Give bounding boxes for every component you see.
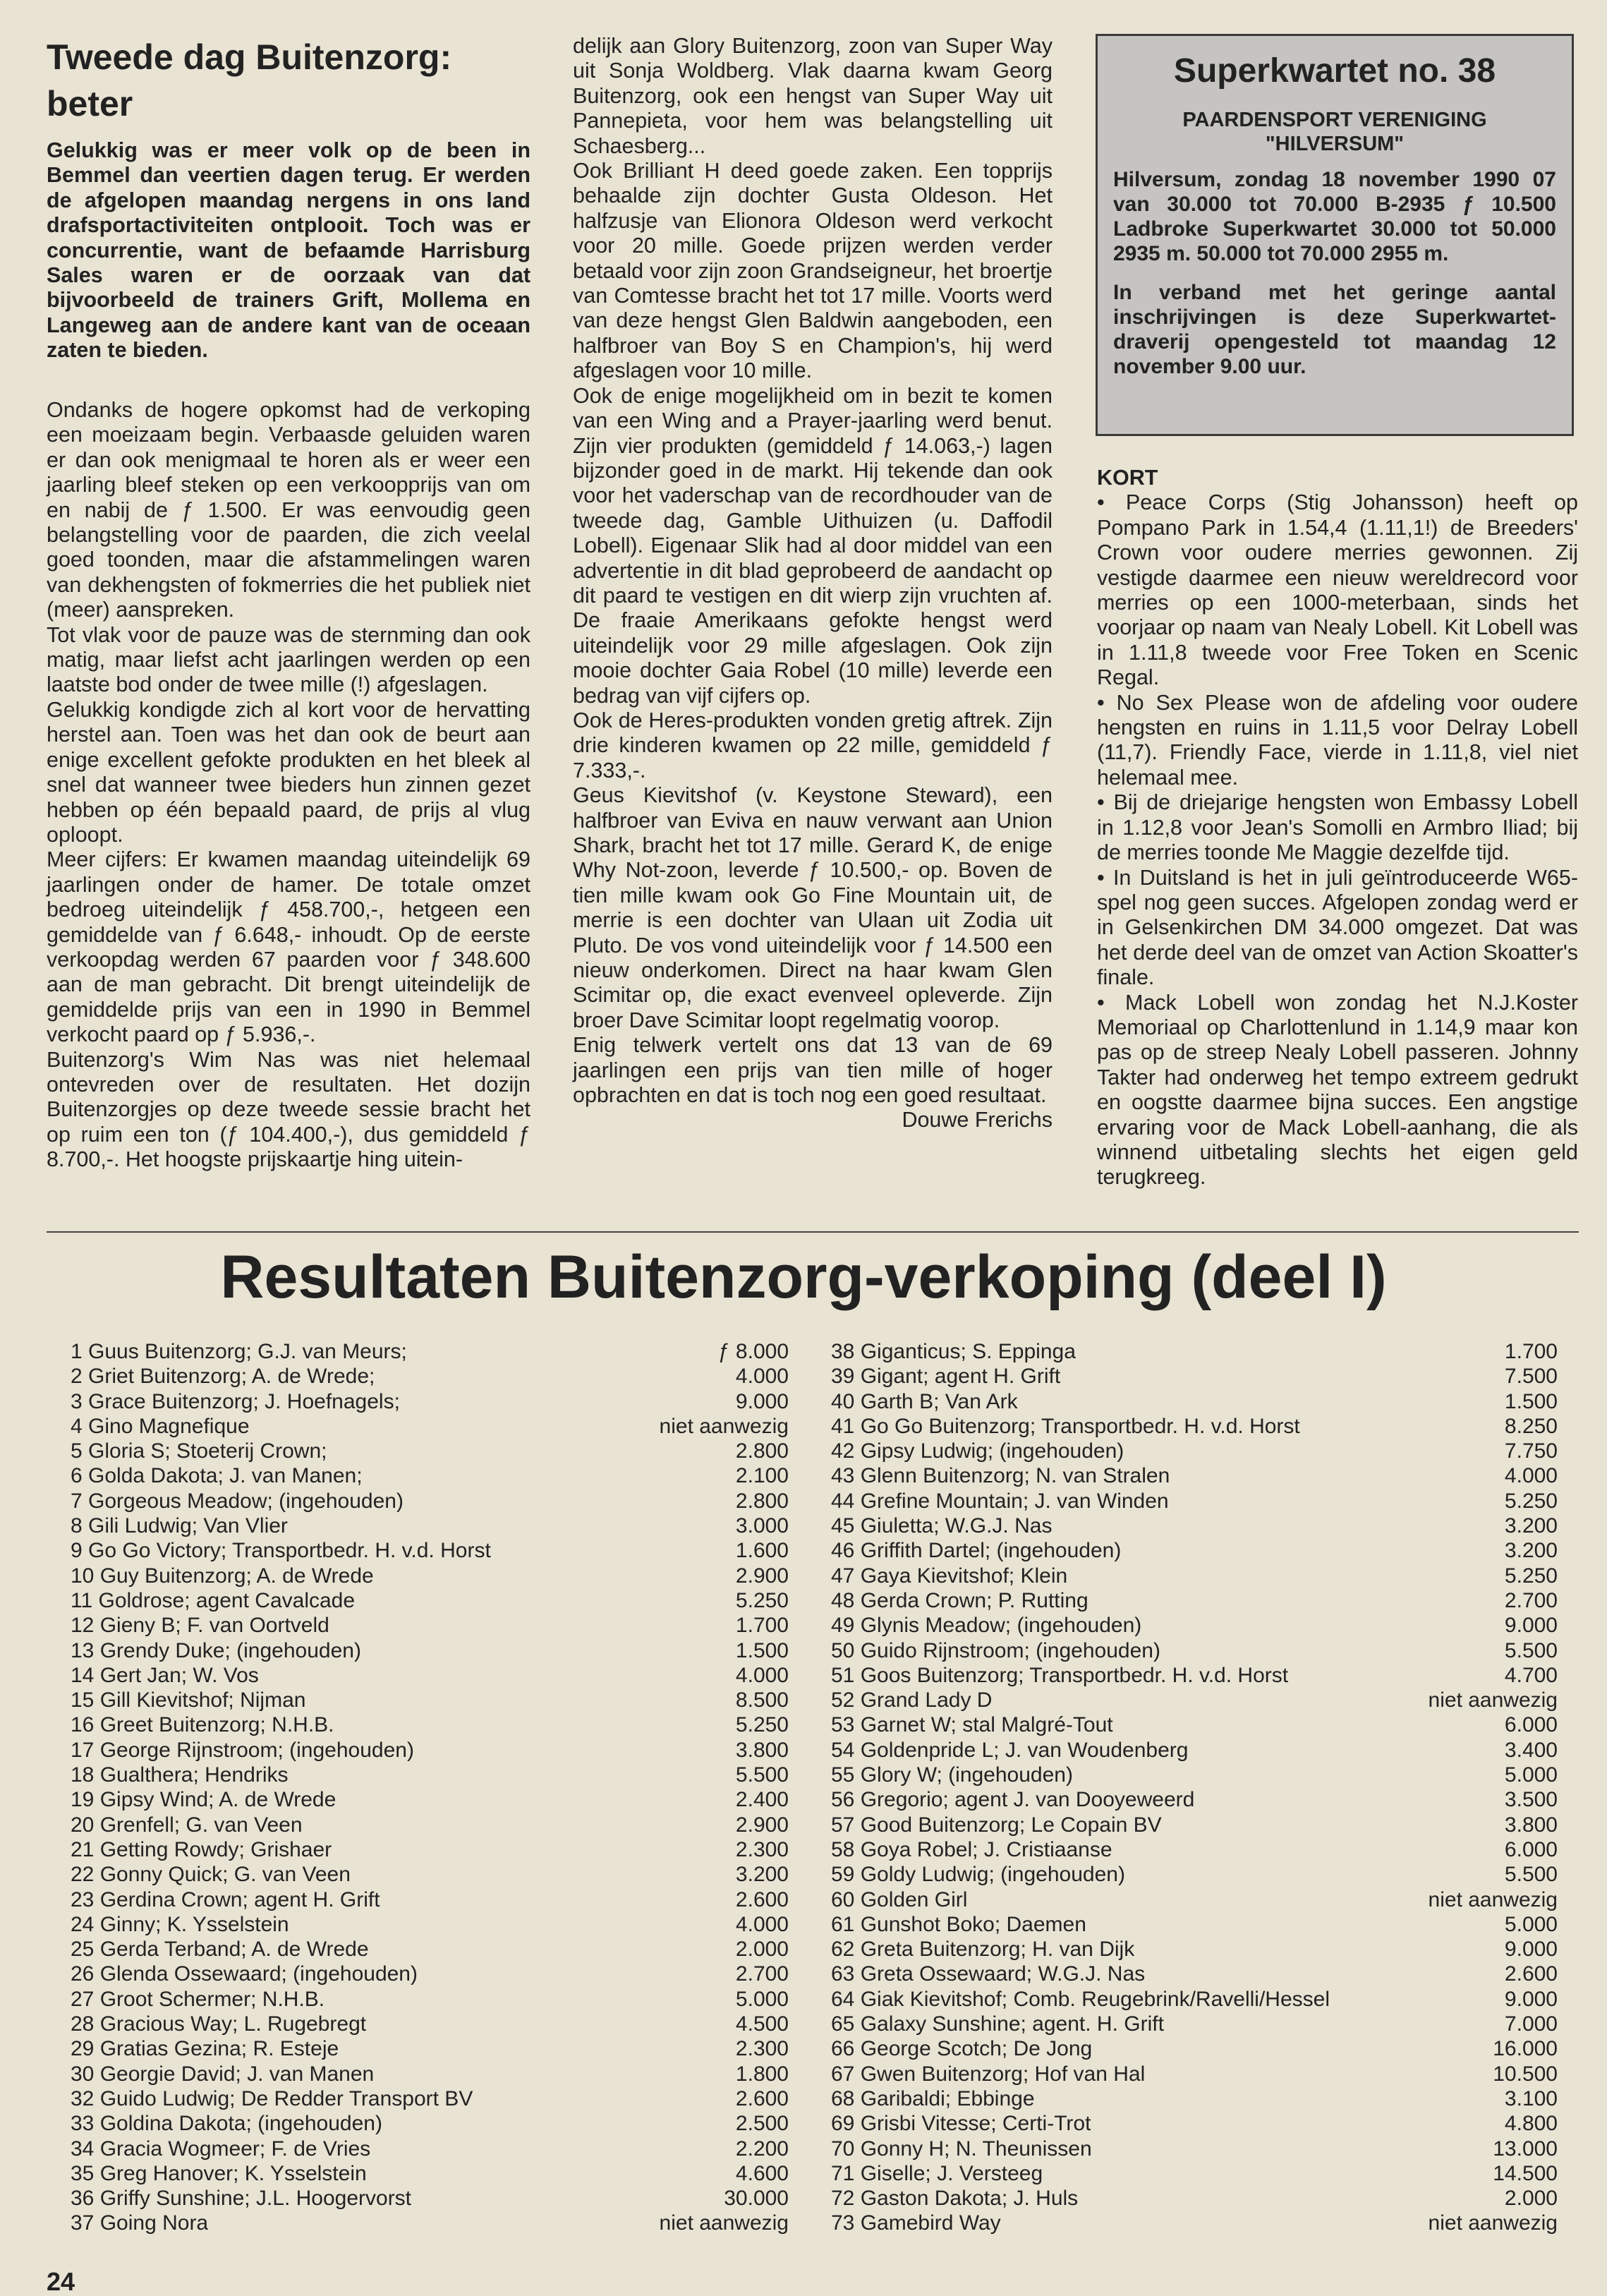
article-paragraph: Ook Brilliant H deed goede zaken. Een topprijs behaalde zijn dochter Gusta Oldeson. Het halfzusje van Elionora Oldeson werd verkocht voor 20 mille. Goede prijzen werden verder betaald voor zijn zoon Grandseigneur, het broertje van Comtesse bracht het tot 17 mille. Voorts werd van deze hengst Glen Baldwin aangeboden, een halfbroer van Boy S en Champion's, hij werd afgeslagen voor 10 mille. [573, 159, 1053, 383]
superkwartet-box [1096, 34, 1574, 436]
kort-heading: KORT [1097, 466, 1158, 490]
result-row [831, 1339, 1558, 1364]
result-row [831, 1588, 1558, 1613]
result-price: niet aanwezig [659, 1414, 789, 1438]
result-price: 7.000 [1504, 2012, 1558, 2036]
result-row [831, 2086, 1558, 2111]
result-entry: 56 Gregorio; agent J. van Dooyeweerd [831, 1788, 1195, 1812]
result-price: 5.000 [1504, 1912, 1558, 1936]
result-row [71, 1638, 789, 1663]
result-row [71, 1887, 789, 1912]
result-row [831, 1912, 1558, 1937]
result-row [831, 2186, 1558, 2211]
article-paragraph: Tot vlak voor de pauze was de sternming dan ook matig, maar liefst acht jaarlingen werden op een laatste bod onder de twee mille (!) afgeslagen. [47, 622, 530, 697]
result-entry: 62 Greta Buitenzorg; H. van Dijk [831, 1938, 1135, 1962]
result-price: 5.250 [735, 1588, 789, 1612]
result-entry: 52 Grand Lady D [831, 1688, 993, 1712]
result-row [71, 1613, 789, 1638]
result-entry: 68 Garibaldi; Ebbinge [831, 2086, 1035, 2110]
result-price: 2.200 [735, 2137, 789, 2161]
result-row [831, 1389, 1558, 1414]
result-entry: 67 Gwen Buitenzorg; Hof van Hal [831, 2062, 1146, 2086]
result-entry: 13 Grendy Duke; (ingehouden) [71, 1638, 361, 1662]
kort-item: • No Sex Please won de afdeling voor oudere hengsten en ruins in 1.11,5 voor Delray Lobell (11,7). Friendly Face, vierde in 1.11,8, viel niet helemaal mee. [1097, 690, 1578, 790]
result-row [71, 2137, 789, 2161]
result-price: 2.300 [735, 2037, 789, 2061]
result-price: 7.750 [1504, 1439, 1558, 1463]
result-entry: 26 Glenda Ossewaard; (ingehouden) [71, 1962, 418, 1986]
result-row [71, 1414, 789, 1439]
result-price: 14.500 [1493, 2161, 1558, 2185]
result-price: 4.000 [1504, 1464, 1558, 1488]
result-row [831, 2211, 1558, 2235]
result-row [831, 1538, 1558, 1563]
result-row [831, 1813, 1558, 1837]
result-entry: 54 Goldenpride L; J. van Woudenberg [831, 1738, 1189, 1762]
result-price: 7.500 [1504, 1365, 1558, 1389]
result-price: 8.250 [1504, 1414, 1558, 1438]
result-row [71, 1912, 789, 1937]
result-price: 4.000 [735, 1663, 789, 1687]
article-headline: Tweede dag Buitenzorg: beter [47, 37, 452, 123]
result-entry: 11 Goldrose; agent Cavalcade [71, 1588, 356, 1612]
result-price: 6.000 [1504, 1837, 1558, 1861]
result-price: 3.200 [735, 1863, 789, 1887]
result-entry: 58 Goya Robel; J. Cristiaanse [831, 1837, 1112, 1861]
result-row [831, 1937, 1558, 1962]
result-entry: 69 Grisbi Vitesse; Certi-Trot [831, 2112, 1091, 2136]
result-price: 2.600 [1504, 1962, 1558, 1986]
result-entry: 70 Gonny H; N. Theunissen [831, 2137, 1092, 2161]
result-row [71, 1962, 789, 1986]
result-price: 4.000 [735, 1365, 789, 1389]
result-row [831, 1439, 1558, 1463]
result-price: 2.500 [735, 2112, 789, 2136]
kort-item: • Bij de driejarige hengsten won Embassy Lobell in 1.12,8 voor Jean's Somolli en Armbro Iliad; bij de merries toonde Me Maggie dezelfde tijd. [1097, 790, 1578, 865]
result-row [71, 1987, 789, 2012]
result-entry: 35 Greg Hanover; K. Ysselstein [71, 2161, 367, 2185]
result-price: 30.000 [724, 2187, 789, 2211]
superkwartet-details: Hilversum, zondag 18 november 1990 07 van 30.000 tot 70.000 B-2935 ƒ 10.500 Ladbroke Superkwartet 30.000 tot 50.000 2935 m. 50.000 tot 70.000 2955 m. [1113, 168, 1556, 265]
result-price: 4.500 [735, 2012, 789, 2036]
result-price: 3.800 [735, 1738, 789, 1762]
result-row [71, 2186, 789, 2211]
result-entry: 66 George Scotch; De Jong [831, 2037, 1093, 2061]
result-entry: 4 Gino Magnefique [71, 1414, 250, 1438]
article-author: Douwe Frerichs [902, 1108, 1053, 1132]
result-row [831, 1987, 1558, 2012]
result-price: 5.250 [1504, 1489, 1558, 1513]
result-price: ƒ 8.000 [717, 1340, 789, 1363]
result-row [71, 2036, 789, 2061]
result-price: niet aanwezig [1428, 1688, 1558, 1712]
result-price: 1.700 [1504, 1340, 1558, 1363]
result-entry: 27 Groot Schermer; N.H.B. [71, 1987, 325, 2011]
kort-column [1097, 466, 1578, 1190]
result-price: 3.000 [735, 1514, 789, 1538]
result-price: 2.000 [1504, 2187, 1558, 2211]
result-entry: 38 Giganticus; S. Eppinga [831, 1340, 1076, 1363]
result-price: 3.200 [1504, 1514, 1558, 1538]
result-row [71, 2111, 789, 2136]
result-entry: 44 Grefine Mountain; J. van Winden [831, 1489, 1169, 1513]
result-price: 2.800 [735, 1489, 789, 1513]
result-price: 2.800 [735, 1439, 789, 1463]
result-price: 9.000 [1504, 1614, 1558, 1638]
result-price: 5.250 [735, 1713, 789, 1737]
results-list-left [71, 1339, 789, 2236]
result-row [71, 1339, 789, 1364]
result-entry: 63 Greta Ossewaard; W.G.J. Nas [831, 1962, 1146, 1986]
result-price: 8.500 [735, 1688, 789, 1712]
result-row [831, 1887, 1558, 1912]
result-row [831, 1489, 1558, 1513]
article-paragraph: Meer cijfers: Er kwamen maandag uiteindelijk 69 jaarlingen onder de hamer. De totale omzet bedroeg uiteindelijk ƒ 458.700,-, hetgeen een gemiddelde van ƒ 6.648,- inhoudt. Op de eerste verkoopdag werden 67 paarden voor ƒ 348.600 aan de man gebracht. Dit brengt uiteindelijk de gemiddelde prijs van een in 1990 in Bemmel verkocht paard op ƒ 5.936,-. [47, 847, 530, 1047]
result-row [831, 2036, 1558, 2061]
result-price: 6.000 [1504, 1713, 1558, 1737]
result-entry: 5 Gloria S; Stoeterij Crown; [71, 1439, 327, 1463]
result-price: 4.800 [1504, 2112, 1558, 2136]
result-entry: 20 Grenfell; G. van Veen [71, 1813, 303, 1837]
result-row [71, 1937, 789, 1962]
result-row [71, 1813, 789, 1837]
article-paragraph: Geus Kievitshof (v. Keystone Steward), een halfbroer van Eviva en nauw verwant aan Union Shark, bracht het tot 17 mille. Gerard K, de enige Why Not-zoon, leverde ƒ 10.500,- op. Boven de tien mille kwam ook Go Fine Mountain uit, de merrie is een dochter van Ulaan uit Zodia uit Pluto. De vos vond uiteindelijk voor ƒ 14.500 een nieuw onderkomen. Direct na haar kwam Glen Scimitar op, die exact evenveel opleverde. Zijn broer Dave Scimitar loopt regelmatig voorop. [573, 783, 1053, 1032]
result-row [831, 1663, 1558, 1688]
result-entry: 49 Glynis Meadow; (ingehouden) [831, 1614, 1142, 1638]
superkwartet-organizer [1113, 108, 1556, 156]
result-entry: 64 Giak Kievitshof; Comb. Reugebrink/Ravelli/Hessel [831, 1987, 1330, 2011]
result-entry: 72 Gaston Dakota; J. Huls [831, 2187, 1079, 2211]
result-entry: 45 Giuletta; W.G.J. Nas [831, 1514, 1053, 1538]
result-entry: 57 Good Buitenzorg; Le Copain BV [831, 1813, 1162, 1837]
result-row [831, 2062, 1558, 2086]
result-row [71, 1364, 789, 1389]
superkwartet-note: In verband met het geringe aantal inschrijvingen is deze Superkwartet-draverij opengesteld tot maandag 12 november 9.00 uur. [1113, 281, 1556, 378]
result-entry: 32 Guido Ludwig; De Redder Transport BV [71, 2086, 473, 2110]
result-row [71, 2062, 789, 2086]
result-price: 16.000 [1493, 2037, 1558, 2061]
result-price: 1.500 [735, 1638, 789, 1662]
superkwartet-org-line-1: PAARDENSPORT VERENIGING [1182, 109, 1487, 131]
result-row [71, 1763, 789, 1787]
article-paragraph: Buitenzorg's Wim Nas was niet helemaal ontevreden over de resultaten. Het dozijn Buitenzorgjes op deze tweede sessie bracht het op ruim een ton (ƒ 104.400,-), dus gemiddeld ƒ 8.700,-. Het hoogste prijskaartje hing uitein- [47, 1047, 530, 1172]
result-entry: 34 Gracia Wogmeer; F. de Vries [71, 2137, 371, 2161]
result-row [71, 1738, 789, 1763]
result-entry: 21 Getting Rowdy; Grishaer [71, 1837, 332, 1861]
result-price: 2.000 [735, 1938, 789, 1962]
result-price: 3.200 [1504, 1539, 1558, 1563]
result-row [831, 2137, 1558, 2161]
result-entry: 42 Gipsy Ludwig; (ingehouden) [831, 1439, 1124, 1463]
result-entry: 47 Gaya Kievitshof; Klein [831, 1564, 1068, 1588]
result-entry: 39 Gigant; agent H. Grift [831, 1365, 1061, 1389]
section-divider [47, 1231, 1579, 1233]
result-entry: 15 Gill Kievitshof; Nijman [71, 1688, 306, 1712]
result-price: 2.600 [735, 1887, 789, 1911]
result-price: niet aanwezig [659, 2211, 789, 2235]
result-row [831, 1688, 1558, 1712]
result-price: 3.100 [1504, 2086, 1558, 2110]
article-paragraph: Ondanks de hogere opkomst had de verkoping een moeizaam begin. Verbaasde geluiden waren er dan ook menigmaal te horen als er weer een jaarling bleef steken op een verkoopprijs van om en nabij de ƒ 1.500. Er was eenvoudig geen belangstelling voor de paarden, die zich veelal goed toonden, maar die afstammelingen waren van dekhengsten of fokmerries die het publiek niet (meer) aanspreken. [47, 398, 530, 622]
result-entry: 7 Gorgeous Meadow; (ingehouden) [71, 1489, 404, 1513]
result-entry: 25 Gerda Terband; A. de Wrede [71, 1938, 369, 1962]
superkwartet-org-line-2: "HILVERSUM" [1265, 133, 1405, 155]
result-entry: 53 Garnet W; stal Malgré-Tout [831, 1713, 1113, 1737]
result-row [71, 1837, 789, 1862]
article-paragraph: Ook de Heres-produkten vonden gretig aftrek. Zijn drie kinderen kwamen op 22 mille, gemiddeld ƒ 7.333,-. [573, 708, 1053, 783]
result-price: 1.700 [735, 1614, 789, 1638]
result-price: 2.300 [735, 1837, 789, 1861]
result-entry: 3 Grace Buitenzorg; J. Hoefnagels; [71, 1389, 400, 1413]
result-price: 1.500 [1504, 1389, 1558, 1413]
result-row [831, 2161, 1558, 2186]
result-price: 9.000 [1504, 1987, 1558, 2011]
result-price: 1.600 [735, 1539, 789, 1563]
result-row [831, 1962, 1558, 1986]
result-price: 2.700 [735, 1962, 789, 1986]
result-row [71, 1439, 789, 1463]
result-entry: 30 Georgie David; J. van Manen [71, 2062, 375, 2086]
result-price: 2.900 [735, 1813, 789, 1837]
result-row [71, 1862, 789, 1887]
result-entry: 60 Golden Girl [831, 1887, 968, 1911]
result-price: 5.500 [735, 1763, 789, 1787]
result-price: 13.000 [1493, 2137, 1558, 2161]
result-row [71, 1389, 789, 1414]
result-price: 2.700 [1504, 1588, 1558, 1612]
result-row [831, 1712, 1558, 1737]
superkwartet-title: Superkwartet no. 38 [1173, 52, 1496, 90]
result-price: niet aanwezig [1428, 1887, 1558, 1911]
result-row [71, 2012, 789, 2036]
result-entry: 71 Giselle; J. Versteeg [831, 2161, 1043, 2185]
result-entry: 40 Garth B; Van Ark [831, 1389, 1018, 1413]
result-row [831, 1738, 1558, 1763]
article-paragraph: Enig telwerk vertelt ons dat 13 van de 69 jaarlingen een prijs van tien mille of hoger opbrachten en dat is toch nog een goed resultaat. [573, 1033, 1053, 1108]
result-price: 2.600 [735, 2086, 789, 2110]
article-paragraph: Gelukkig kondigde zich al kort voor de hervatting herstel aan. Toen was het dan ook de beurt aan enige excellent gefokte produkten en het bleek al snel dat wanneer twee bieders hun zinnen gezet hebben op één bepaald paard, de prijs al vlug oploopt. [47, 697, 530, 847]
result-price: 9.000 [1504, 1938, 1558, 1962]
result-entry: 22 Gonny Quick; G. van Veen [71, 1863, 351, 1887]
results-list-right [831, 1339, 1558, 2236]
result-entry: 33 Goldina Dakota; (ingehouden) [71, 2112, 382, 2136]
result-price: 5.000 [1504, 1763, 1558, 1787]
result-row [71, 2161, 789, 2186]
article-paragraph: delijk aan Glory Buitenzorg, zoon van Super Way uit Sonja Woldberg. Vlak daarna kwam Georg Buitenzorg, ook een hengst van Super Way uit Pannepieta, voor hem was belangstelling uit Schaesberg... [573, 34, 1053, 158]
result-entry: 51 Goos Buitenzorg; Transportbedr. H. v.d. Horst [831, 1663, 1289, 1687]
result-entry: 19 Gipsy Wind; A. de Wrede [71, 1788, 336, 1812]
result-row [831, 1763, 1558, 1787]
kort-item: • Mack Lobell won zondag het N.J.Koster Memoriaal op Charlottenlund in 1.14,9 maar kon pas op de streep Nealy Lobell passeren. Johnny Takter had onderweg het tempo extreem gedrukt en oogstte daarmee bijna succes. Een angstige ervaring voor de Mack Lobell-aanhang, die als winnend uitbetaling slechts het eigen geld terugkreeg. [1097, 990, 1578, 1190]
result-entry: 24 Ginny; K. Ysselstein [71, 1912, 289, 1936]
result-price: 5.500 [1504, 1863, 1558, 1887]
result-price: 4.700 [1504, 1663, 1558, 1687]
result-entry: 73 Gamebird Way [831, 2211, 1001, 2235]
result-row [71, 1538, 789, 1563]
result-entry: 29 Gratias Gezina; R. Esteje [71, 2037, 339, 2061]
result-price: 4.600 [735, 2161, 789, 2185]
result-price: niet aanwezig [1428, 2211, 1558, 2235]
result-entry: 16 Greet Buitenzorg; N.H.B. [71, 1713, 334, 1737]
result-entry: 18 Gualthera; Hendriks [71, 1763, 289, 1787]
result-row [71, 1712, 789, 1737]
result-row [831, 1862, 1558, 1887]
result-entry: 36 Griffy Sunshine; J.L. Hoogervorst [71, 2187, 412, 2211]
result-row [71, 1688, 789, 1712]
result-row [71, 1564, 789, 1588]
result-price: 3.400 [1504, 1738, 1558, 1762]
result-row [831, 1638, 1558, 1663]
result-row [71, 2211, 789, 2235]
result-entry: 48 Gerda Crown; P. Rutting [831, 1588, 1088, 1612]
result-row [831, 1364, 1558, 1389]
result-row [831, 1414, 1558, 1439]
result-entry: 65 Galaxy Sunshine; agent. H. Grift [831, 2012, 1164, 2036]
result-row [71, 2086, 789, 2111]
article-lead: Gelukkig was er meer volk op de been in Bemmel dan veertien dagen terug. Er werden de afgelopen maandag nergens in ons land drafsportactiviteiten ontplooit. Toch was er concurrentie, want de befaamde Harrisburg Sales waren er de oorzaak van dat bijvoorbeeld de trainers Grift, Mollema en Langeweg aan de andere kant van de oceaan zaten te bieden. [47, 138, 530, 363]
result-entry: 17 George Rijnstroom; (ingehouden) [71, 1738, 414, 1762]
result-row [831, 1837, 1558, 1862]
article-column-1 [47, 398, 530, 1173]
result-price: 3.500 [1504, 1788, 1558, 1812]
kort-item: • Peace Corps (Stig Johansson) heeft op Pompano Park in 1.54,4 (1.11,1!) de Breeders' Crown voor oudere merries gewonnen. Zij vestigde daarmee een nieuw wereldrecord voor merries op een 1000-meterbaan, sinds het voorjaar op naam van Nealy Lobell. Kit Lobell was in 1.11,8 tweede voor Free Token en Scenic Regal. [1097, 490, 1578, 690]
result-entry: 28 Gracious Way; L. Rugebregt [71, 2012, 367, 2036]
result-entry: 12 Gieny B; F. van Oortveld [71, 1614, 329, 1638]
result-row [831, 1463, 1558, 1488]
result-row [831, 1613, 1558, 1638]
kort-item: • In Duitsland is het in juli geïntroduceerde W65-spel nog geen succes. Afgelopen zondag werd er in Gelsenkirchen DM 34.000 omgezet. Dat was het derde deel van de omzet van Action Skoatter's finale. [1097, 865, 1578, 990]
result-price: 3.800 [1504, 1813, 1558, 1837]
result-entry: 9 Go Go Victory; Transportbedr. H. v.d. Horst [71, 1539, 491, 1563]
result-row [71, 1588, 789, 1613]
page-number: 24 [47, 2267, 75, 2296]
result-price: 10.500 [1493, 2062, 1558, 2086]
result-entry: 8 Gili Ludwig; Van Vlier [71, 1514, 288, 1538]
result-row [831, 2012, 1558, 2036]
result-entry: 23 Gerdina Crown; agent H. Grift [71, 1887, 380, 1911]
result-price: 9.000 [735, 1389, 789, 1413]
result-entry: 46 Griffith Dartel; (ingehouden) [831, 1539, 1122, 1563]
result-row [831, 1787, 1558, 1812]
result-price: 2.100 [735, 1464, 789, 1488]
result-row [71, 1463, 789, 1488]
result-entry: 61 Gunshot Boko; Daemen [831, 1912, 1086, 1936]
result-entry: 10 Guy Buitenzorg; A. de Wrede [71, 1564, 374, 1588]
result-entry: 2 Griet Buitenzorg; A. de Wrede; [71, 1365, 375, 1389]
result-entry: 41 Go Go Buitenzorg; Transportbedr. H. v.d. Horst [831, 1414, 1300, 1438]
result-row [831, 1564, 1558, 1588]
result-entry: 6 Golda Dakota; J. van Manen; [71, 1464, 363, 1488]
result-entry: 59 Goldy Ludwig; (ingehouden) [831, 1863, 1125, 1887]
result-entry: 43 Glenn Buitenzorg; N. van Stralen [831, 1464, 1170, 1488]
result-price: 1.800 [735, 2062, 789, 2086]
result-row [831, 2111, 1558, 2136]
results-title: Resultaten Buitenzorg-verkoping (deel I) [220, 1243, 1387, 1311]
article-column-2 [573, 34, 1053, 1133]
result-entry: 14 Gert Jan; W. Vos [71, 1663, 259, 1687]
result-row [71, 1489, 789, 1513]
result-row [71, 1513, 789, 1538]
result-row [71, 1663, 789, 1688]
result-price: 5.250 [1504, 1564, 1558, 1588]
result-entry: 1 Guus Buitenzorg; G.J. van Meurs; [71, 1340, 407, 1363]
result-price: 2.900 [735, 1564, 789, 1588]
result-entry: 50 Guido Rijnstroom; (ingehouden) [831, 1638, 1160, 1662]
result-price: 5.000 [735, 1987, 789, 2011]
result-price: 2.400 [735, 1788, 789, 1812]
article-paragraph: Ook de enige mogelijkheid om in bezit te komen van een Wing and a Prayer-jaarling werd benut. Zijn vier produkten (gemiddeld ƒ 14.063,-) lagen bijzonder goed in de markt. Hij tekende dan ook voor het vaderschap van de recordhouder van de tweede dag, Gamble Uithuizen (u. Daffodil Lobell). Eigenaar Slik had al door middel van een advertentie in dit blad geprobeerd de aandacht op dit paard te vestigen en dit wierp zijn vruchten af. De fraaie Amerikaans gefokte hengst werd uiteindelijk voor 29 mille afgeslagen. Ook zijn mooie dochter Gaia Robel (10 mille) leverde een bedrag van vijf cijfers op. [573, 383, 1053, 708]
result-price: 4.000 [735, 1912, 789, 1936]
result-row [71, 1787, 789, 1812]
result-entry: 37 Going Nora [71, 2211, 209, 2235]
result-row [831, 1513, 1558, 1538]
result-price: 5.500 [1504, 1638, 1558, 1662]
result-entry: 55 Glory W; (ingehouden) [831, 1763, 1073, 1787]
